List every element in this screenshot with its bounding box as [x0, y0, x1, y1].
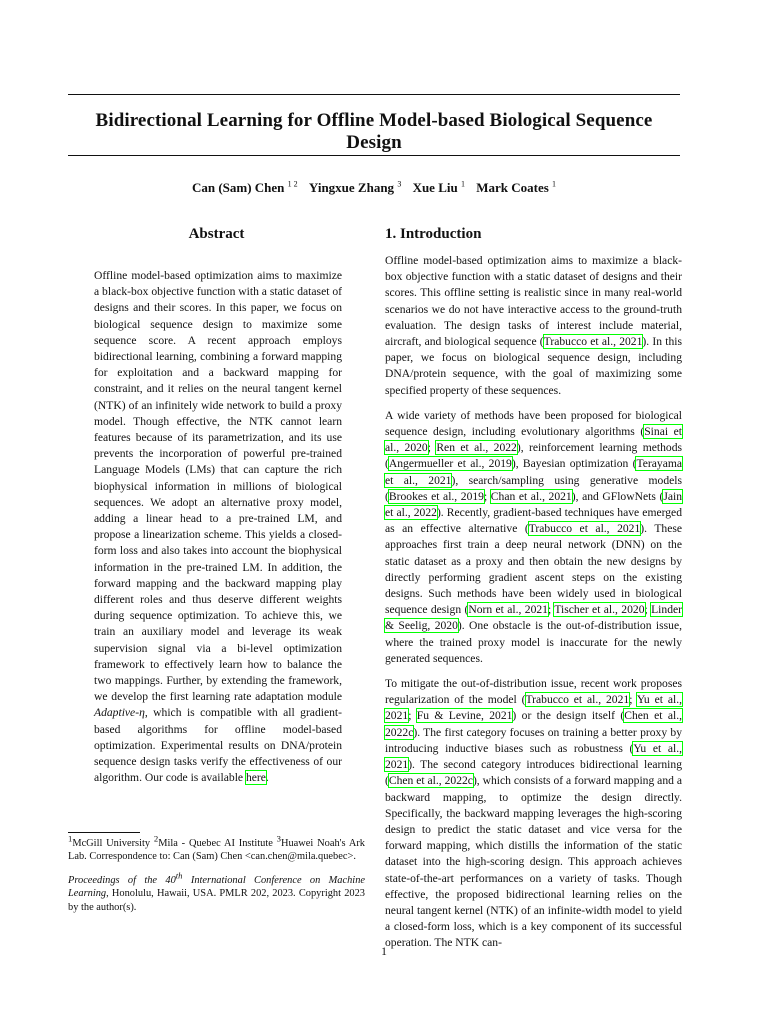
author-affiliation: 1 — [460, 179, 465, 189]
text: To mitigate the out-of-distribution issue, recent work proposes regularization of the model ( — [385, 677, 682, 707]
author-list — [68, 180, 680, 196]
citation-link[interactable]: Yu et al., 2021 — [385, 741, 682, 772]
title-bottom-rule — [68, 155, 680, 156]
proceedings-pre: Proceedings of the — [68, 874, 158, 886]
text: ; — [644, 603, 652, 617]
intro-paragraph-2 — [385, 408, 682, 667]
text: ). The first category focuses on training a better proxy by introducing inductive biases such as robustness ( — [385, 725, 682, 755]
text: ) or the design itself ( — [512, 709, 625, 723]
citation-link[interactable]: Trabucco et al., 2021 — [525, 693, 630, 707]
text: ; — [629, 693, 637, 707]
proceedings-note — [68, 870, 365, 914]
text: ), and GFlowNets ( — [571, 489, 664, 503]
author-affiliation: 3 — [397, 179, 402, 189]
text: ). One obstacle is the out-of-distribution issue, where the trained proxy model is inaccurate for the newly generated sequences. — [385, 619, 682, 665]
affiliation-footnote: $^1$McGill University $^2$Mila - Quebec AI Institute $^3$Huawei Noah's Ark Lab. Correspondence to: Can (Sam) Chen <can.chen@mila.quebec>. — [68, 833, 365, 863]
text: ). The second category introduces bidirectional learning ( — [385, 758, 682, 788]
author — [192, 180, 298, 195]
footnotes — [68, 832, 365, 914]
intro-paragraph-3 — [385, 676, 682, 951]
text: ; — [547, 603, 555, 617]
citation-link[interactable]: Trabucco et al., 2021 — [528, 522, 641, 536]
citation-link[interactable]: Trabucco et al., 2021 — [543, 335, 643, 349]
correspondence: Correspondence to: Can (Sam) Chen <can.chen@mila.quebec>. — [89, 851, 356, 863]
footnote-rule — [68, 832, 140, 833]
text: ), search/sampling using generative models ( — [385, 473, 682, 503]
citation-link[interactable]: Chen et al., 2022c — [385, 709, 682, 739]
intro-paragraph-1 — [385, 253, 682, 399]
paper-title: Bidirectional Learning for Offline Model-based Biological Sequence Design — [95, 110, 653, 153]
citation-link[interactable]: Chan et al., 2021 — [490, 489, 572, 503]
text: Offline model-based optimization aims to maximize a black-box objective function with a static dataset of designs and their scores. This offline setting is realistic since in many real-world scenarios we do not have interactive access to the ground-truth evaluation. The design tasks of interest include material, aircraft, and biological sequence ( — [385, 254, 682, 349]
text: A wide variety of methods have been proposed for biological sequence design, including evolutionary algorithms ( — [385, 408, 682, 439]
abstract-heading: Abstract — [188, 226, 245, 242]
proceedings-sup: th — [175, 870, 183, 881]
author — [476, 180, 556, 195]
citation-link[interactable]: Fu & Levine, 2021 — [416, 709, 513, 723]
citation-link[interactable]: Yu et al., 2021 — [385, 693, 682, 723]
author-name: Mark Coates — [476, 180, 549, 195]
text: ). In this paper, we focus on biological sequence design, including DNA/protein sequence, with the goal of maximizing some specified property of these sequences. — [385, 335, 683, 397]
citation-link[interactable]: Linder & Seelig, 2020 — [385, 603, 682, 633]
citation-link[interactable]: Angermueller et al., 2019 — [388, 457, 512, 471]
abstract-final-punct: . — [265, 771, 269, 785]
author-name: Yingxue Zhang — [308, 180, 395, 195]
page-number: 1 — [381, 945, 387, 958]
text: ; — [483, 489, 491, 503]
text: ; — [408, 709, 417, 723]
affiliation-1: McGill University — [72, 838, 151, 849]
citation-link[interactable]: Chen et al., 2022c — [388, 774, 473, 788]
author-name: Can (Sam) Chen — [191, 180, 285, 195]
abstract-text-end: , which is compatible with all gradient-based algorithms for offline model-based optimization. Experimental results on DNA/protein sequence design tasks verify the effectiveness of our algorithm. Our code is available — [94, 706, 342, 785]
proceedings-post: International Conference on Machine Learning — [68, 874, 365, 900]
author-name: Xue Liu — [412, 180, 458, 195]
citation-link[interactable]: Norn et al., 2021 — [468, 603, 548, 617]
affiliation-3: Huawei Noah's Ark Lab. — [68, 838, 365, 863]
module-name: Adaptive-η — [94, 706, 145, 720]
title-top-rule — [68, 94, 680, 95]
citation-link[interactable]: Sinai et al., 2020 — [385, 425, 682, 455]
text: ), Bayesian optimization ( — [511, 457, 637, 471]
text: ; — [427, 441, 437, 455]
citation-link[interactable]: Jain et al., 2022 — [385, 489, 682, 520]
author-affiliation: 1 — [552, 179, 557, 189]
affiliation-2: Mila - Quebec AI Institute — [158, 838, 273, 849]
proceedings-tail: , Honolulu, Hawaii, USA. PMLR 202, 2023. Copyright 2023 by the author(s). — [68, 888, 365, 913]
text: ). These approaches first train a deep neural network (DNN) on the static dataset as a proxy and then obtain the new designs by directly performing gradient ascent steps on the existing designs. Such methods have been widely used in biological sequence design ( — [385, 522, 683, 617]
author — [413, 180, 465, 195]
citation-link[interactable]: Tischer et al., 2020 — [554, 603, 645, 617]
text: ). Recently, gradient-based techniques have emerged as an effective alternative ( — [385, 506, 682, 536]
citation-link[interactable]: Ren et al., 2022 — [436, 441, 517, 455]
author-affiliation: 1 2 — [287, 179, 298, 189]
section-heading-introduction: 1. Introduction — [385, 226, 482, 242]
text: ), reinforcement learning methods ( — [385, 441, 683, 471]
code-link[interactable]: here — [245, 771, 266, 785]
text: ), which consists of a forward mapping and a backward mapping, to optimize the design directly. Specifically, the backward mapping leverages the high-scoring design to predict the static dataset and vice versa for the forward mapping, which distills the information of the static dataset into the high-scoring design. This approach achieves state-of-the-art performances on a variety of tasks. Though effective, the proposed bidirectional learning relies on the neural tangent kernel (NTK) of an infinite-width model to yield a closed-form loss, which is a key component of its successful operation. The NTK can- — [385, 774, 682, 950]
abstract-body — [94, 268, 342, 787]
proceedings-num: 40 — [165, 874, 176, 886]
left-column — [68, 226, 365, 787]
author — [309, 180, 401, 195]
citation-link[interactable]: Brookes et al., 2019 — [388, 489, 484, 503]
abstract-text: Offline model-based optimization aims to maximize a black-box objective function with a static dataset of designs and their scores. In this paper, we focus on biological sequence design to maximize some sequence score. A recent approach employs bidirectional learning, combining a forward mapping for exploitation and a backward mapping for constraint, and it relies on the neural tangent kernel (NTK) of an infinitely wide network to build a proxy model. Though effective, the NTK cannot learn features because of its parametrization, and its use prevents the incorporation of powerful pre-trained Language Models (LMs) that can capture the rich biophysical information in millions of biological sequences. We adopt an alternative proxy model, adding a linear head to a pre-trained LM, and propose a linearization scheme. This yields a closed-form loss and also takes into account the biophysical information in the pre-trained LM. In addition, the forward mapping and the backward mapping play different roles and thus deserve different weights during sequence optimization. To achieve this, we train an auxiliary model and leverage its weak supervision signal via a bi-level optimization framework to effectively learn how to balance the two mappings. Further, by extending the framework, we develop the first learning rate adaptation module — [94, 269, 342, 704]
citation-link[interactable]: Terayama et al., 2021 — [385, 457, 682, 487]
right-column — [385, 226, 682, 961]
